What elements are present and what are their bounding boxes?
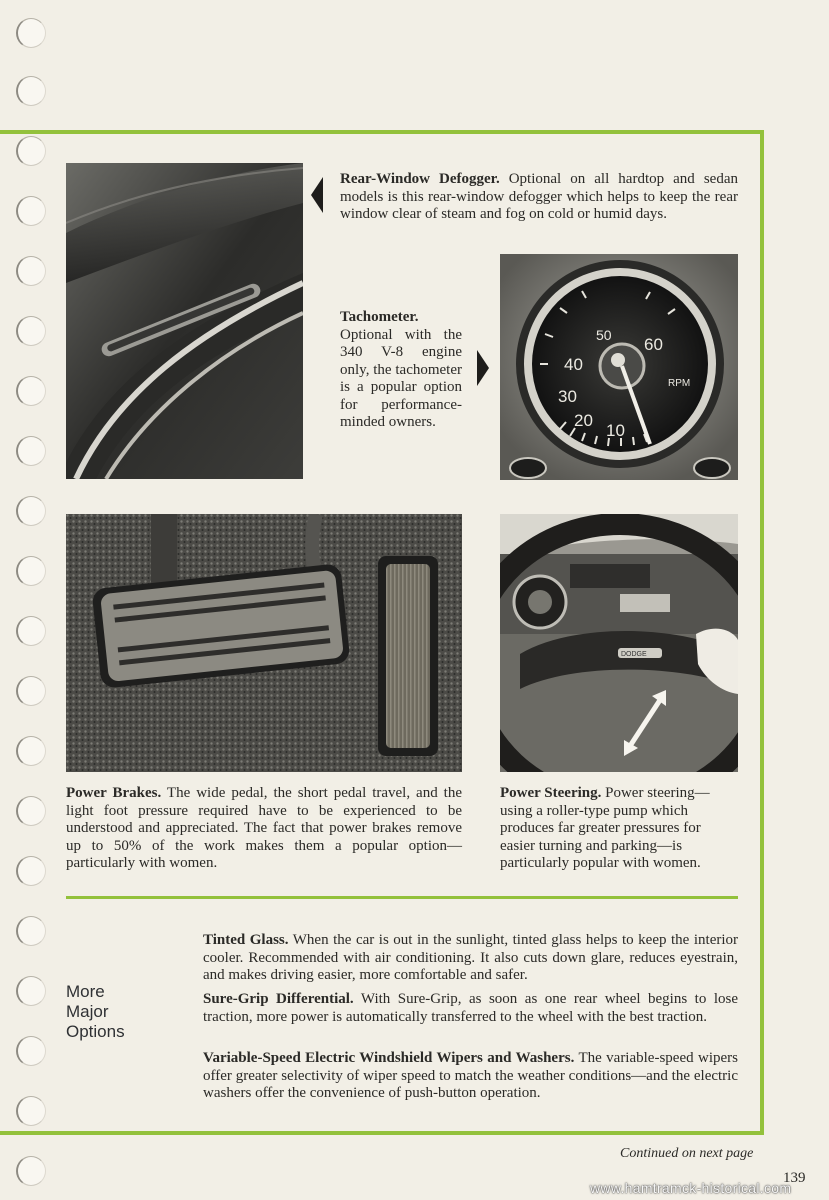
- gauge-60: 60: [644, 335, 663, 354]
- option-text: When the car is out in the sunlight, tinted glass helps to keep the interior cooler. Recommended with air conditioning. It also cuts down glare, reduces eyestrain, and makes driving easier, more comfortable and safer.: [203, 932, 739, 983]
- brakes-caption: [66, 785, 462, 873]
- section-heading-line-2: Major: [66, 1002, 109, 1021]
- gauge-40: 40: [564, 355, 583, 374]
- steering-text: Power steering—using a roller-type pump which produces far greater pressures for easier turning and parking—is particularly popular with women.: [500, 785, 710, 871]
- option-title: Sure-Grip Differential.: [203, 991, 354, 1007]
- tachometer-title: Tachometer.: [340, 309, 419, 325]
- gauge-50: 50: [596, 327, 612, 343]
- binder-hole: [16, 76, 46, 106]
- brakes-photo: [66, 514, 462, 772]
- steering-title: Power Steering.: [500, 785, 602, 801]
- tachometer-text: Optional with the 340 V-8 engine only, the tachometer is a popular option for performance-minded owners.: [340, 326, 462, 430]
- binder-hole: [16, 18, 46, 48]
- arrow-right-icon: [477, 350, 489, 386]
- defogger-caption: [340, 171, 738, 224]
- gauge-20: 20: [574, 411, 593, 430]
- section-heading-line-3: Options: [66, 1022, 125, 1041]
- continued-note: Continued on next page: [620, 1146, 754, 1161]
- source-watermark: www.hamtramck-historical.com: [590, 1180, 792, 1196]
- wheel-badge: DODGE: [621, 651, 647, 658]
- page-number: 139: [783, 1170, 806, 1186]
- gauge-30: 30: [558, 387, 577, 406]
- option-title: Tinted Glass.: [203, 932, 289, 948]
- option-text: With Sure-Grip, as soon as one rear wheel begins to lose traction, more power is automatically transferred to the wheel with the best traction.: [203, 991, 738, 1025]
- gauge-rpm: RPM: [668, 378, 691, 389]
- defogger-title: Rear-Window Defogger.: [340, 171, 500, 187]
- tachometer-caption: [340, 309, 462, 432]
- defogger-photo: [66, 163, 303, 479]
- gauge-10: 10: [606, 421, 625, 440]
- brakes-title: Power Brakes.: [66, 785, 162, 801]
- option-text: The variable-speed wipers offer greater selectivity of wiper speed to match the weather conditions—and the electric washers offer the convenience of push-button operation.: [203, 1050, 738, 1101]
- defogger-text: Optional on all hardtop and sedan models is this rear-window defogger which helps to keep the rear window clear of steam and fog on cold or humid days.: [340, 171, 738, 222]
- brakes-text: The wide pedal, the short pedal travel, and the light foot pressure required have to be experienced to be understood and appreciated. The fact that power brakes remove up to 50% of the work makes them a popular option—particularly with women.: [66, 785, 462, 871]
- tachometer-photo: [500, 254, 738, 480]
- steering-caption: [500, 785, 738, 873]
- option-wipers: [203, 1050, 738, 1103]
- binder-hole: [16, 1156, 46, 1186]
- section-heading-line-1: More: [66, 982, 105, 1001]
- steering-photo: [500, 514, 738, 772]
- option-title: Variable-Speed Electric Windshield Wipers and Washers.: [203, 1050, 575, 1066]
- arrow-left-icon: [311, 177, 323, 213]
- section-heading: [66, 982, 125, 1042]
- option-tinted-glass: [203, 932, 738, 985]
- section-divider: [66, 896, 738, 899]
- option-sure-grip: [203, 991, 738, 1026]
